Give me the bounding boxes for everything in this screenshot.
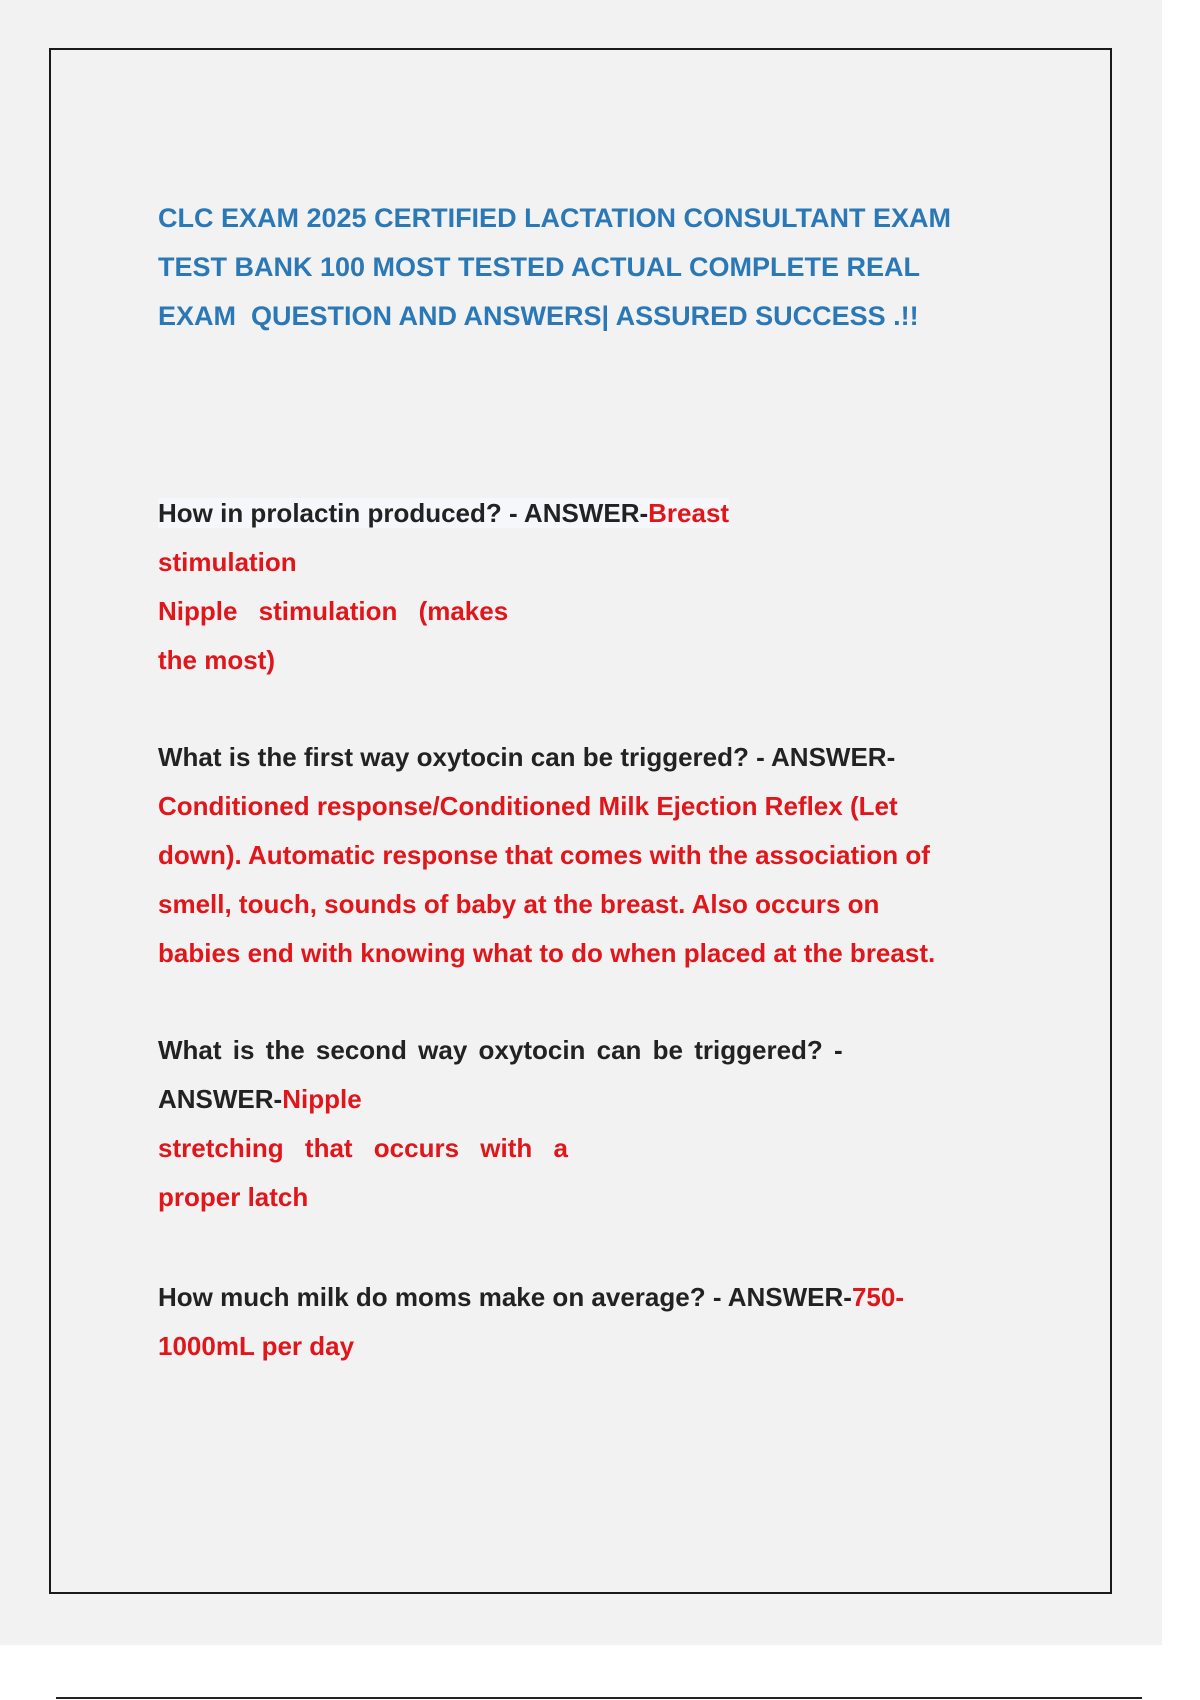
qa-item-prolactin [158,489,798,685]
answer-text: the most) [158,645,275,675]
answer-text: stretching that occurs with a [158,1133,568,1163]
question-text: What is the first way oxytocin can be triggered? - ANSWER- [158,742,896,772]
answer-text: Breast [648,498,730,528]
title-line-3: EXAM QUESTION AND ANSWERS| ASSURED SUCCESS .!! [158,301,919,331]
answer-text: Conditioned response/Conditioned Milk Ejection Reflex (Let [158,791,898,821]
qa-item-milk-volume [158,1273,1008,1371]
answer-text: 1000mL per day [158,1331,355,1361]
question-text: ANSWER- [158,1084,283,1114]
answer-text: down). Automatic response that comes with the association of [158,840,930,870]
answer-text: babies end with knowing what to do when placed at the breast. [158,938,936,968]
answer-text: 750- [851,1282,904,1312]
question-text: What is the second way oxytocin can be triggered? - [158,1035,843,1065]
answer-text: smell, touch, sounds of baby at the breast. Also occurs on [158,889,880,919]
footer-divider [56,1697,1142,1699]
question-text: How in prolactin produced? - ANSWER- [158,498,649,528]
answer-text: Nipple [282,1084,362,1114]
qa-item-oxytocin-second [158,1026,918,1222]
answer-text: proper latch [158,1182,309,1212]
title-line-2: TEST BANK 100 MOST TESTED ACTUAL COMPLETE REAL [158,252,921,282]
qa-item-oxytocin-first [158,733,1028,978]
question-text: How much milk do moms make on average? - ANSWER- [158,1282,852,1312]
answer-text: Nipple stimulation (makes [158,596,509,626]
title-line-1: CLC EXAM 2025 CERTIFIED LACTATION CONSULTANT EXAM [158,203,952,233]
document-title [158,194,1018,341]
answer-text: stimulation [158,547,297,577]
